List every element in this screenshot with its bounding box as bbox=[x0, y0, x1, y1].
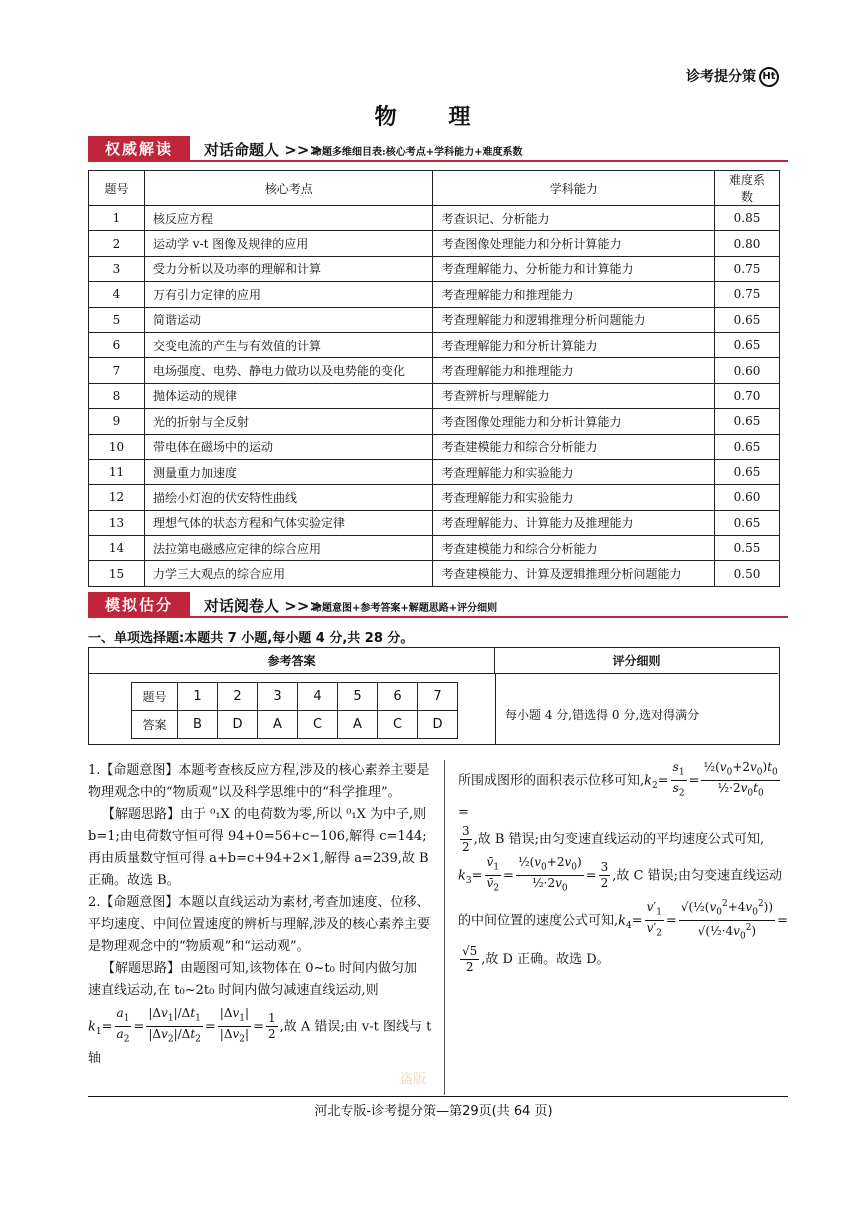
answer-letter-cell: D bbox=[418, 711, 458, 739]
cell-core-point: 简谐运动 bbox=[144, 307, 433, 332]
q2-k1-formula: $k_1=$ $\frac{a_1}{a_2}$ = $\frac{|\Delta v_1|/\Delta t_1}{|\Delta v_2|/\Delta t_2}$ = $\frac{|\Delta v_1|}{|\Delta v_2|}$ = $\frac{1}{2}$ ,故 A 错误;由 v-t 图线与 t 轴 bbox=[88, 1006, 432, 1066]
answer-number-cell: 6 bbox=[378, 683, 418, 711]
header-difficulty: 难度系数 bbox=[715, 171, 780, 206]
answer-number-cell: 2 bbox=[218, 683, 258, 711]
row-label: 题号 bbox=[132, 683, 178, 711]
cell-ability: 考查理解能力、计算能力及推理能力 bbox=[433, 510, 715, 535]
cell-core-point: 带电体在磁场中的运动 bbox=[144, 434, 433, 459]
cell-core-point: 抛体运动的规律 bbox=[144, 383, 433, 408]
header-core-point: 核心考点 bbox=[144, 171, 433, 206]
right-line-5: $\frac{√5}{2}$ ,故 D 正确。故选 D。 bbox=[462, 944, 610, 975]
cell-ability: 考查理解能力、分析能力和计算能力 bbox=[433, 256, 715, 281]
cell-core-point: 测量重力加速度 bbox=[144, 459, 433, 484]
q1-idea-2: b=1;由电荷数守恒可得 94+0=56+c−106,解得 c=144; bbox=[88, 829, 427, 844]
cell-number: 1 bbox=[89, 206, 145, 231]
table-row bbox=[89, 434, 780, 459]
right-line-2: $\frac{3}{2}$ ,故 B 错误;由匀变速直线运动的平均速度公式可知, bbox=[462, 823, 765, 854]
table-row bbox=[89, 409, 780, 434]
question-section-title: 一、单项选择题:本题共 7 小题,每小题 4 分,共 28 分。 bbox=[88, 631, 414, 646]
knowledge-point-table bbox=[88, 170, 780, 587]
q2-idea-2: 速直线运动,在 t₀~2t₀ 时间内做匀减速直线运动,则 bbox=[88, 983, 379, 998]
cell-number: 6 bbox=[89, 332, 145, 357]
cell-ability: 考查建模能力和综合分析能力 bbox=[433, 536, 715, 561]
cell-difficulty: 0.65 bbox=[715, 459, 780, 484]
answer-table bbox=[131, 682, 458, 739]
cell-ability: 考查理解能力和推理能力 bbox=[433, 282, 715, 307]
right-line-3: $k_3=$ $\frac{v̄_1}{v̄_2}$ = $\frac{\frac{1}{2}(v_0+2v_0)}{\frac{1}{2}\cdot 2v_0}$ = $\frac{3}{2}$ ,故 C 错误;由匀变速直线运动 bbox=[458, 854, 782, 894]
cell-ability: 考查识记、分析能力 bbox=[433, 206, 715, 231]
cell-number: 8 bbox=[89, 383, 145, 408]
cell-number: 7 bbox=[89, 358, 145, 383]
answer-number-cell: 3 bbox=[258, 683, 298, 711]
cell-difficulty: 0.65 bbox=[715, 332, 780, 357]
answer-number-cell: 5 bbox=[338, 683, 378, 711]
answer-box bbox=[88, 647, 780, 745]
q2-intent: 2.【命题意图】本题以直线运动为素材,考查加速度、位移、平均速度、中间位置速度的辨析与理解,涉及的核心素养主要是物理观念中的“物质观”和“运动观”。 bbox=[88, 895, 431, 954]
page-footer: 河北专版-诊考提分策—第29页(共 64 页) bbox=[314, 1104, 553, 1119]
cell-difficulty: 0.85 bbox=[715, 206, 780, 231]
answer-number-cell: 4 bbox=[298, 683, 338, 711]
cell-difficulty: 0.75 bbox=[715, 256, 780, 281]
cell-difficulty: 0.70 bbox=[715, 383, 780, 408]
answer-number-cell: 1 bbox=[178, 683, 218, 711]
cell-ability: 考查建模能力和综合分析能力 bbox=[433, 434, 715, 459]
cell-difficulty: 0.60 bbox=[715, 358, 780, 383]
section-heading: 对话阅卷人 >>> bbox=[204, 597, 322, 615]
header-ability: 学科能力 bbox=[433, 171, 715, 206]
answer-letter-cell: C bbox=[298, 711, 338, 739]
cell-core-point: 力学三大观点的综合应用 bbox=[144, 561, 433, 586]
cell-ability: 考查理解能力和逻辑推理分析问题能力 bbox=[433, 307, 715, 332]
answer-letter-cell: D bbox=[218, 711, 258, 739]
cell-number: 4 bbox=[89, 282, 145, 307]
table-body bbox=[89, 206, 780, 587]
cell-ability: 考查理解能力和实验能力 bbox=[433, 459, 715, 484]
brand bbox=[686, 66, 779, 87]
row-label: 答案 bbox=[132, 711, 178, 739]
section-subheading: 命题意图+参考答案+解题思路+评分细则 bbox=[312, 603, 498, 614]
cell-difficulty: 0.65 bbox=[715, 409, 780, 434]
table-row bbox=[89, 561, 780, 586]
table-row bbox=[89, 307, 780, 332]
cell-core-point: 交变电流的产生与有效值的计算 bbox=[144, 332, 433, 357]
header-number: 题号 bbox=[89, 171, 145, 206]
cell-difficulty: 0.75 bbox=[715, 282, 780, 307]
solution-right-column bbox=[458, 760, 788, 975]
cell-number: 9 bbox=[89, 409, 145, 434]
cell-ability: 考查辨析与理解能力 bbox=[433, 383, 715, 408]
cell-core-point: 受力分析以及功率的理解和计算 bbox=[144, 256, 433, 281]
brand-logo-icon: Ht bbox=[759, 67, 779, 87]
q1-idea-1: 【解题思路】由于 ⁰₁X 的电荷数为零,所以 ⁰₁X 为中子,则 bbox=[102, 807, 427, 822]
footer-rule bbox=[88, 1096, 788, 1097]
cell-difficulty: 0.60 bbox=[715, 485, 780, 510]
cell-core-point: 法拉第电磁感应定律的综合应用 bbox=[144, 536, 433, 561]
cell-number: 3 bbox=[89, 256, 145, 281]
cell-number: 12 bbox=[89, 485, 145, 510]
section-tag: 模拟估分 bbox=[88, 592, 190, 618]
answer-letter-cell: A bbox=[338, 711, 378, 739]
scoring-rule: 每小题 4 分,错选得 0 分,选对得满分 bbox=[505, 708, 700, 722]
cell-number: 11 bbox=[89, 459, 145, 484]
q1-intent: 1.【命题意图】本题考查核反应方程,涉及的核心素养主要是物理观念中的“物质观”以及科学思维中的“科学推理”。 bbox=[88, 763, 430, 800]
cell-difficulty: 0.55 bbox=[715, 536, 780, 561]
table-row bbox=[89, 332, 780, 357]
cell-core-point: 万有引力定律的应用 bbox=[144, 282, 433, 307]
answer-letter-cell: C bbox=[378, 711, 418, 739]
q2-idea-1: 【解题思路】由题图可知,该物体在 0~t₀ 时间内做匀加 bbox=[102, 961, 417, 976]
table-row bbox=[89, 231, 780, 256]
cell-core-point: 描绘小灯泡的伏安特性曲线 bbox=[144, 485, 433, 510]
cell-number: 5 bbox=[89, 307, 145, 332]
cell-difficulty: 0.65 bbox=[715, 434, 780, 459]
cell-ability: 考查理解能力和推理能力 bbox=[433, 358, 715, 383]
table-row bbox=[89, 459, 780, 484]
cell-number: 13 bbox=[89, 510, 145, 535]
cell-ability: 考查图像处理能力和分析计算能力 bbox=[433, 231, 715, 256]
cell-difficulty: 0.65 bbox=[715, 510, 780, 535]
cell-number: 14 bbox=[89, 536, 145, 561]
cell-ability: 考查图像处理能力和分析计算能力 bbox=[433, 409, 715, 434]
table-row bbox=[89, 358, 780, 383]
answer-letter-cell: B bbox=[178, 711, 218, 739]
table-row bbox=[89, 383, 780, 408]
watermark-stamp: 盗版 bbox=[400, 1072, 427, 1087]
cell-core-point: 理想气体的状态方程和气体实验定律 bbox=[144, 510, 433, 535]
section-tag: 权威解读 bbox=[88, 136, 190, 162]
brand-label: 诊考提分策 bbox=[686, 69, 756, 85]
cell-number: 15 bbox=[89, 561, 145, 586]
table-row bbox=[89, 510, 780, 535]
answer-header: 参考答案 bbox=[89, 648, 495, 674]
scoring-header: 评分细则 bbox=[495, 648, 778, 674]
q1-idea-3: 再由质量数守恒可得 a+b=c+94+2×1,解得 a=239,故 B bbox=[88, 851, 429, 866]
cell-number: 2 bbox=[89, 231, 145, 256]
table-row bbox=[132, 683, 458, 711]
table-row bbox=[89, 282, 780, 307]
q1-idea-4: 正确。故选 B。 bbox=[88, 873, 180, 888]
section-header-authority bbox=[88, 136, 788, 162]
answer-letter-cell: A bbox=[258, 711, 298, 739]
answer-number-cell: 7 bbox=[418, 683, 458, 711]
table-row bbox=[89, 256, 780, 281]
right-line-4: 的中间位置的速度公式可知$,k_4=$ $\frac{v'_1}{v'_2}$ = $\frac{√(\frac{1}{2}(v_0^2+4v_0^2))}{√(\frac{1}{2}\cdot 4v_0^2)}$ = bbox=[458, 898, 788, 942]
table-row bbox=[89, 536, 780, 561]
table-row bbox=[89, 206, 780, 231]
solution-left-column bbox=[88, 760, 434, 1070]
cell-core-point: 运动学 v-t 图像及规律的应用 bbox=[144, 231, 433, 256]
section-header-estimate bbox=[88, 592, 788, 618]
divider bbox=[495, 674, 496, 744]
column-divider bbox=[444, 760, 445, 1095]
table-row bbox=[89, 485, 780, 510]
cell-difficulty: 0.80 bbox=[715, 231, 780, 256]
page-title: 物 理 bbox=[374, 105, 493, 130]
cell-core-point: 电场强度、电势、静电力做功以及电势能的变化 bbox=[144, 358, 433, 383]
cell-number: 10 bbox=[89, 434, 145, 459]
table-header-row bbox=[89, 171, 780, 206]
cell-difficulty: 0.50 bbox=[715, 561, 780, 586]
right-line-1: 所围成图形的面积表示位移可知$,k_2=$ $\frac{s_1}{s_2}$ = $\frac{\frac{1}{2}(v_0+2v_0)t_0}{\frac{1}{2}\cdot 2v_0t_0}$ = bbox=[458, 760, 778, 820]
section-subheading: 命题多维细目表:核心考点+学科能力+难度系数 bbox=[312, 147, 523, 158]
cell-difficulty: 0.65 bbox=[715, 307, 780, 332]
cell-core-point: 光的折射与全反射 bbox=[144, 409, 433, 434]
cell-ability: 考查理解能力和分析计算能力 bbox=[433, 332, 715, 357]
cell-ability: 考查建模能力、计算及逻辑推理分析问题能力 bbox=[433, 561, 715, 586]
table-row bbox=[132, 711, 458, 739]
cell-core-point: 核反应方程 bbox=[144, 206, 433, 231]
cell-ability: 考查理解能力和实验能力 bbox=[433, 485, 715, 510]
section-heading: 对话命题人 >>> bbox=[204, 141, 322, 159]
